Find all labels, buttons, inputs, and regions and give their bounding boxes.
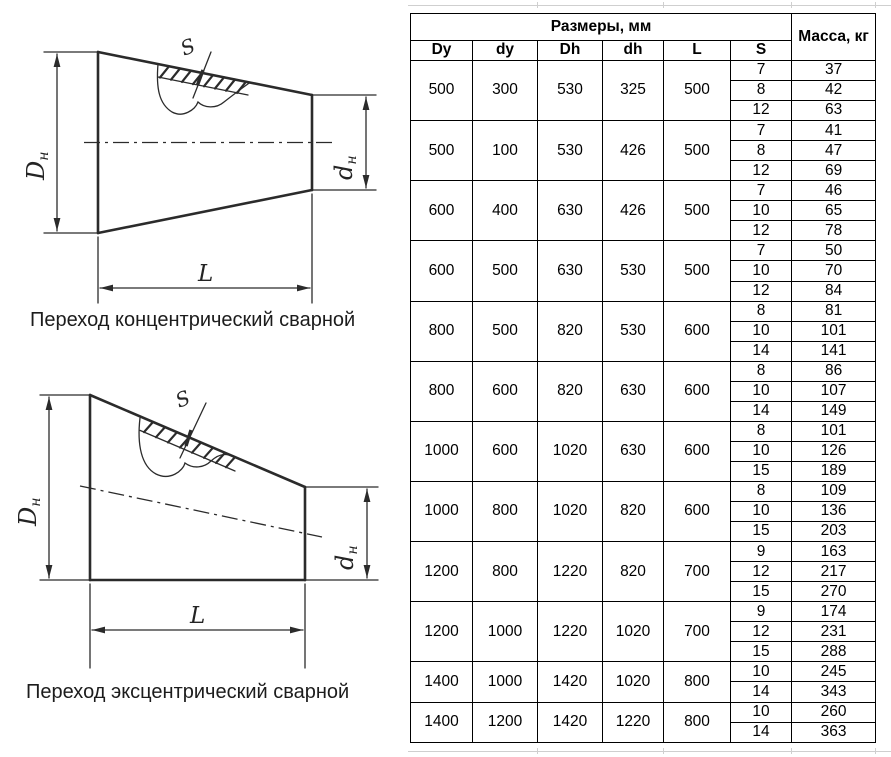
cell-S: 10 bbox=[731, 662, 792, 682]
hatch-lines bbox=[144, 422, 235, 467]
cell-Dy: 600 bbox=[411, 241, 473, 301]
cell-dh: 426 bbox=[603, 181, 664, 241]
cell-S: 12 bbox=[731, 101, 792, 121]
cell-L: 600 bbox=[664, 301, 731, 361]
cell-Dy: 1200 bbox=[411, 542, 473, 602]
cell-dh: 1220 bbox=[603, 702, 664, 743]
cell-L: 500 bbox=[664, 181, 731, 241]
cell-S: 15 bbox=[731, 642, 792, 662]
cell-Dy: 1000 bbox=[411, 421, 473, 481]
cell-mass: 101 bbox=[792, 321, 876, 341]
spreadsheet-gridline bbox=[875, 748, 876, 754]
cell-Dy: 800 bbox=[411, 301, 473, 361]
cell-dy: 800 bbox=[473, 481, 538, 541]
cell-L: 600 bbox=[664, 361, 731, 421]
spreadsheet-gridline bbox=[791, 748, 792, 754]
cell-mass: 37 bbox=[792, 61, 876, 81]
cell-mass: 217 bbox=[792, 562, 876, 582]
concentric-reducer-drawing bbox=[0, 18, 400, 348]
cell-S: 15 bbox=[731, 582, 792, 602]
cell-mass: 69 bbox=[792, 161, 876, 181]
thickness-label: S bbox=[176, 33, 199, 61]
caption-eccentric: Переход эксцентрический сварной bbox=[26, 681, 350, 703]
cell-S: 7 bbox=[731, 241, 792, 261]
cell-dh: 820 bbox=[603, 542, 664, 602]
cell-S: 8 bbox=[731, 81, 792, 101]
cell-Dy: 1200 bbox=[411, 602, 473, 662]
cell-Dy: 1000 bbox=[411, 481, 473, 541]
cell-S: 14 bbox=[731, 401, 792, 421]
thickness-label: S bbox=[171, 385, 194, 413]
cell-Dh: 1220 bbox=[538, 602, 603, 662]
table-row bbox=[411, 421, 876, 441]
table-row bbox=[411, 121, 876, 141]
cell-mass: 363 bbox=[792, 722, 876, 742]
cell-dh: 530 bbox=[603, 301, 664, 361]
cell-mass: 84 bbox=[792, 281, 876, 301]
cell-Dh: 1020 bbox=[538, 421, 603, 481]
cell-L: 500 bbox=[664, 241, 731, 301]
cell-Dh: 1020 bbox=[538, 481, 603, 541]
cell-dh: 1020 bbox=[603, 602, 664, 662]
reducer-body-outline bbox=[40, 395, 378, 580]
cell-S: 8 bbox=[731, 301, 792, 321]
cell-Dy: 800 bbox=[411, 361, 473, 421]
cell-S: 12 bbox=[731, 281, 792, 301]
cell-S: 14 bbox=[731, 341, 792, 361]
cell-Dy: 500 bbox=[411, 121, 473, 181]
spreadsheet-gridline bbox=[875, 2, 876, 8]
table-row bbox=[411, 361, 876, 381]
cell-L: 800 bbox=[664, 662, 731, 702]
cell-mass: 86 bbox=[792, 361, 876, 381]
thickness-tick bbox=[186, 430, 191, 446]
cell-dh: 1020 bbox=[603, 662, 664, 702]
cell-S: 7 bbox=[731, 121, 792, 141]
cell-mass: 231 bbox=[792, 622, 876, 642]
length-dimension bbox=[90, 584, 305, 668]
cell-dh: 426 bbox=[603, 121, 664, 181]
cell-dh: 325 bbox=[603, 61, 664, 121]
cell-Dh: 630 bbox=[538, 181, 603, 241]
spreadsheet-gridline bbox=[663, 2, 664, 8]
cell-dy: 1000 bbox=[473, 602, 538, 662]
cell-Dy: 1400 bbox=[411, 702, 473, 743]
header-dh: dh bbox=[603, 41, 664, 61]
cell-dy: 500 bbox=[473, 301, 538, 361]
spreadsheet-gridline bbox=[537, 748, 538, 754]
cell-mass: 109 bbox=[792, 481, 876, 501]
cell-Dh: 820 bbox=[538, 301, 603, 361]
cell-Dh: 630 bbox=[538, 241, 603, 301]
cell-S: 9 bbox=[731, 542, 792, 562]
cell-mass: 270 bbox=[792, 582, 876, 602]
table-row bbox=[411, 702, 876, 722]
cell-mass: 65 bbox=[792, 201, 876, 221]
cell-S: 10 bbox=[731, 201, 792, 221]
cell-S: 10 bbox=[731, 441, 792, 461]
cell-S: 8 bbox=[731, 481, 792, 501]
cell-L: 700 bbox=[664, 542, 731, 602]
cell-Dh: 530 bbox=[538, 61, 603, 121]
spreadsheet-gridline bbox=[408, 751, 891, 752]
cell-S: 8 bbox=[731, 361, 792, 381]
cell-S: 10 bbox=[731, 261, 792, 281]
cell-S: 15 bbox=[731, 461, 792, 481]
cell-S: 10 bbox=[731, 702, 792, 722]
big-diameter-label: Dн bbox=[22, 151, 52, 180]
spreadsheet-gridline bbox=[408, 5, 891, 6]
cell-mass: 141 bbox=[792, 341, 876, 361]
header-L: L bbox=[664, 41, 731, 61]
cell-Dh: 530 bbox=[538, 121, 603, 181]
small-diameter-label: dн bbox=[330, 155, 360, 180]
spreadsheet-gridline bbox=[663, 748, 664, 754]
dimensions-table bbox=[410, 13, 876, 743]
small-diameter-dimension bbox=[331, 489, 367, 578]
big-diameter-dimension bbox=[14, 395, 90, 578]
big-diameter-label: Dн bbox=[14, 497, 44, 526]
cell-S: 9 bbox=[731, 602, 792, 622]
centerline bbox=[80, 486, 322, 537]
cell-L: 600 bbox=[664, 421, 731, 481]
header-Dy: Dy bbox=[411, 41, 473, 61]
cell-dy: 500 bbox=[473, 241, 538, 301]
cell-S: 12 bbox=[731, 562, 792, 582]
cell-Dh: 1420 bbox=[538, 702, 603, 743]
table-row bbox=[411, 301, 876, 321]
caption-concentric: Переход концентрический сварной bbox=[30, 309, 356, 331]
header-dy: dy bbox=[473, 41, 538, 61]
cell-mass: 189 bbox=[792, 461, 876, 481]
cell-S: 12 bbox=[731, 221, 792, 241]
table-row bbox=[411, 61, 876, 81]
cell-mass: 203 bbox=[792, 522, 876, 542]
table-row bbox=[411, 602, 876, 622]
cell-dh: 630 bbox=[603, 421, 664, 481]
cell-dh: 530 bbox=[603, 241, 664, 301]
cell-L: 600 bbox=[664, 481, 731, 541]
cell-mass: 126 bbox=[792, 441, 876, 461]
cell-dy: 300 bbox=[473, 61, 538, 121]
cell-Dy: 600 bbox=[411, 181, 473, 241]
cell-S: 14 bbox=[731, 682, 792, 702]
cell-mass: 81 bbox=[792, 301, 876, 321]
cell-S: 7 bbox=[731, 61, 792, 81]
cell-mass: 174 bbox=[792, 602, 876, 622]
cell-mass: 260 bbox=[792, 702, 876, 722]
cell-mass: 41 bbox=[792, 121, 876, 141]
table-row bbox=[411, 481, 876, 501]
cell-S: 12 bbox=[731, 622, 792, 642]
cell-mass: 149 bbox=[792, 401, 876, 421]
cell-mass: 163 bbox=[792, 542, 876, 562]
eccentric-reducer-drawing bbox=[0, 372, 400, 678]
cell-mass: 343 bbox=[792, 682, 876, 702]
cell-Dh: 1220 bbox=[538, 542, 603, 602]
table-body bbox=[411, 61, 876, 743]
cell-dh: 820 bbox=[603, 481, 664, 541]
cell-mass: 47 bbox=[792, 141, 876, 161]
table-row bbox=[411, 241, 876, 261]
header-S: S bbox=[731, 41, 792, 61]
cell-L: 500 bbox=[664, 61, 731, 121]
cell-mass: 101 bbox=[792, 421, 876, 441]
cell-S: 15 bbox=[731, 522, 792, 542]
table-row bbox=[411, 662, 876, 682]
spreadsheet-gridline bbox=[791, 2, 792, 8]
cell-mass: 245 bbox=[792, 662, 876, 682]
cell-L: 500 bbox=[664, 121, 731, 181]
cell-S: 8 bbox=[731, 421, 792, 441]
cell-S: 14 bbox=[731, 722, 792, 742]
cell-dy: 600 bbox=[473, 361, 538, 421]
cell-L: 800 bbox=[664, 702, 731, 743]
cell-dy: 800 bbox=[473, 542, 538, 602]
cell-Dh: 820 bbox=[538, 361, 603, 421]
cell-mass: 50 bbox=[792, 241, 876, 261]
cell-Dy: 500 bbox=[411, 61, 473, 121]
table-header-row bbox=[411, 14, 876, 41]
cell-mass: 107 bbox=[792, 381, 876, 401]
header-Dh: Dh bbox=[538, 41, 603, 61]
cell-dy: 600 bbox=[473, 421, 538, 481]
cell-S: 8 bbox=[731, 141, 792, 161]
cell-L: 700 bbox=[664, 602, 731, 662]
cell-Dy: 1400 bbox=[411, 662, 473, 702]
cell-mass: 288 bbox=[792, 642, 876, 662]
cell-mass: 46 bbox=[792, 181, 876, 201]
cell-dy: 100 bbox=[473, 121, 538, 181]
weld-wall-section bbox=[139, 385, 235, 476]
cell-dy: 1000 bbox=[473, 662, 538, 702]
cell-dy: 400 bbox=[473, 181, 538, 241]
cell-Dh: 1420 bbox=[538, 662, 603, 702]
cell-mass: 42 bbox=[792, 81, 876, 101]
small-diameter-label: dн bbox=[331, 545, 361, 570]
cell-S: 10 bbox=[731, 381, 792, 401]
cell-S: 12 bbox=[731, 161, 792, 181]
cell-dh: 630 bbox=[603, 361, 664, 421]
table-row bbox=[411, 542, 876, 562]
cell-S: 7 bbox=[731, 181, 792, 201]
length-label: L bbox=[190, 603, 206, 629]
header-mass: Масса, кг bbox=[792, 14, 876, 61]
cell-S: 10 bbox=[731, 502, 792, 522]
cell-mass: 78 bbox=[792, 221, 876, 241]
cell-dy: 1200 bbox=[473, 702, 538, 743]
cell-mass: 63 bbox=[792, 101, 876, 121]
cell-S: 10 bbox=[731, 321, 792, 341]
header-dimensions: Размеры, мм bbox=[411, 14, 792, 41]
table-row bbox=[411, 181, 876, 201]
cell-mass: 136 bbox=[792, 502, 876, 522]
cell-mass: 70 bbox=[792, 261, 876, 281]
small-diameter-dimension bbox=[330, 97, 366, 188]
spreadsheet-gridline bbox=[537, 2, 538, 8]
length-label: L bbox=[198, 261, 214, 287]
